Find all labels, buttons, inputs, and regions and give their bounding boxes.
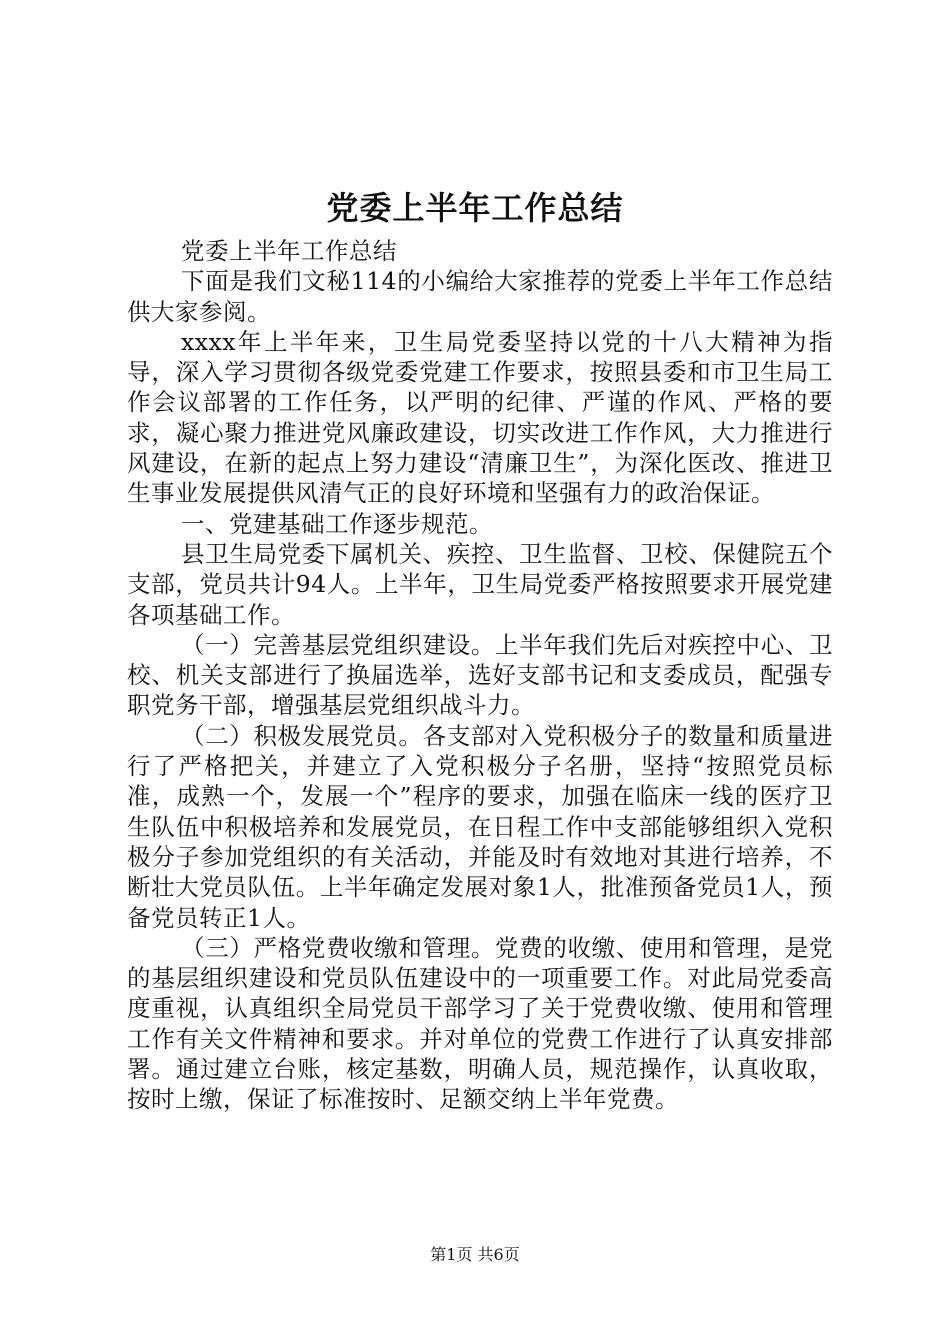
paragraph-item-3: （三）严格党费收缴和管理。党费的收缴、使用和管理，是党的基层组织建设和党员队伍建设中的一项重要工作。对此局党委高度重视，认真组织全局党员干部学习了关于党费收缴、使用和管理工作有关文件精神和要求。并对单位的党费工作进行了认真安排部署。通过建立台账，核定基数，明确人员，规范操作，认真收取，按时上缴，保证了标准按时、足额交纳上半年党费。 (127, 933, 833, 1114)
paragraph-branches: 县卫生局党委下属机关、疾控、卫生监督、卫校、保健院五个支部，党员共计94人。上半年，卫生局党委严格按照要求开展党建各项基础工作。 (127, 539, 833, 629)
paragraph-item-2: （二）积极发展党员。各支部对入党积极分子的数量和质量进行了严格把关，并建立了入党积极分子名册，坚持“按照党员标准，成熟一个，发展一个”程序的要求，加强在临床一线的医疗卫生队伍中积极培养和发展党员，在日程工作中支部能够组织入党积极分子参加党组织的有关活动，并能及时有效地对其进行培养，不断壮大党员队伍。上半年确定发展对象1人，批准预备党员1人，预备党员转正1人。 (127, 721, 833, 932)
document-body (127, 236, 833, 1115)
paragraph-overview: xxxx年上半年来，卫生局党委坚持以党的十八大精神为指导，深入学习贯彻各级党委党建工作要求，按照县委和市卫生局工作会议部署的工作任务，以严明的纪律、严谨的作风、严格的要求，凝心聚力推进党风廉政建设，切实改进工作作风，大力推进行风建设，在新的起点上努力建设“清廉卫生”，为深化医改、推进卫生事业发展提供风清气正的良好环境和坚强有力的政治保证。 (127, 327, 833, 508)
paragraph-item-1: （一）完善基层党组织建设。上半年我们先后对疾控中心、卫校、机关支部进行了换届选举，选好支部书记和支委成员，配强专职党务干部，增强基层党组织战斗力。 (127, 630, 833, 720)
document-title: 党委上半年工作总结 (326, 189, 624, 227)
section-heading-1: 一、党建基础工作逐步规范。 (181, 509, 494, 538)
page-number-footer: 第1页 共6页 (430, 1245, 520, 1264)
paragraph-intro: 下面是我们文秘114的小编给大家推荐的党委上半年工作总结供大家参阅。 (127, 267, 833, 326)
paragraph-subtitle: 党委上半年工作总结 (181, 237, 398, 265)
